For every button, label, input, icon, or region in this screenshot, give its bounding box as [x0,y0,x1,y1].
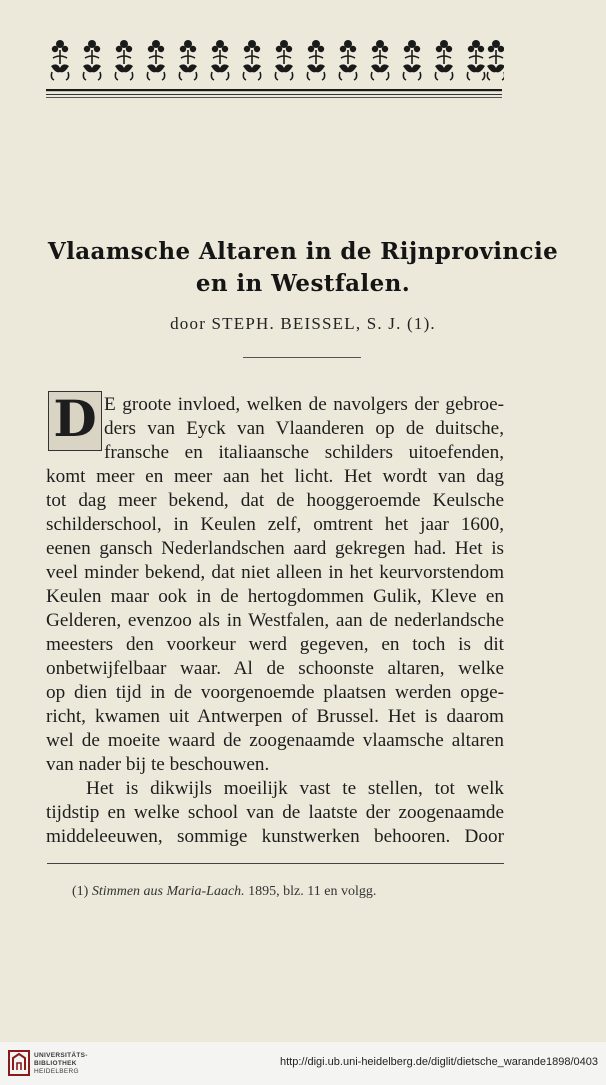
ornament-row [51,40,504,80]
text-line: Keulen maar ook in de hertogdommen Gulik, Kleve en [46,586,504,607]
decorated-initial [48,391,102,451]
text-line: eenen gansch Nederlandschen aard gekregen had. Het is [46,538,504,559]
text-line: van nader bij te beschouwen. [46,754,270,775]
text-line: tot dag meer bekend, dat de hooggeroemde Keulsche [46,490,504,511]
text-line: veel minder bekend, dat niet alleen in het keurvorstendom [46,562,504,583]
library-name [34,1052,88,1076]
footnote-reference: 1895, blz. 11 en volgg. [248,884,377,899]
library-name-line: UNIVERSITÄTS- [34,1052,88,1059]
title-line-2: en in Westfalen. [195,270,411,297]
text-line: E groote invloed, welken de navolgers der gebroe- [104,394,504,415]
text-line: Het is dikwijls moeilijk vast te stellen, tot welk [86,778,504,799]
title-divider [243,357,361,358]
initial-letter: D [53,389,97,448]
library-name-line: BIBLIOTHEK [34,1060,77,1067]
floral-header-ornament [44,40,504,102]
footnote [72,884,376,900]
library-footer [0,1042,606,1085]
text-line: wel de moeite waard de zoogenaamde vlaamsche altaren [46,730,504,751]
text-line: ders van Eyck van Vlaanderen op de duitsche, [104,418,504,439]
source-url-link[interactable]: http://digi.ub.uni-heidelberg.de/diglit/dietsche_warande1898/0403 [279,1056,598,1068]
footnote-source: Stimmen aus Maria-Laach. [91,884,245,899]
text-line: onbetwijfelbaar waar. Al de schoonste altaren, welke [46,658,504,679]
text-line: richt, kwamen uit Antwerpen of Brussel. Het is daarom [46,706,504,727]
text-line: op dien tijd in de voorgenoemde plaatsen werden opge- [46,682,504,703]
text-line: meesters den voorkeur werd gegeven, en toch is dit [46,634,504,655]
text-line: tijdstip en welke school van de laatste der zoogenaamde [46,802,504,823]
university-logo-icon [8,1050,30,1076]
text-line: Gelderen, evenzoo als in Westfalen, aan de nederlandsche [46,610,504,631]
article-title [0,236,606,300]
footnote-number: (1) [72,884,89,899]
text-line: middeleeuwen, sommige kunstwerken behooren. Door [46,826,504,847]
footnote-divider [47,863,504,864]
author-line: door STEPH. BEISSEL, S. J. (1). [170,314,436,333]
library-name-line: HEIDELBERG [34,1068,79,1075]
text-line: fransche en italiaansche schilders uitoefenden, [104,442,504,463]
text-line: komt meer en meer aan het licht. Het wordt van dag [46,466,504,487]
text-line: schilderschool, in Keulen zelf, omtrent het jaar 1600, [46,514,504,535]
title-line-1: Vlaamsche Altaren in de Rijnprovincie [47,238,559,265]
